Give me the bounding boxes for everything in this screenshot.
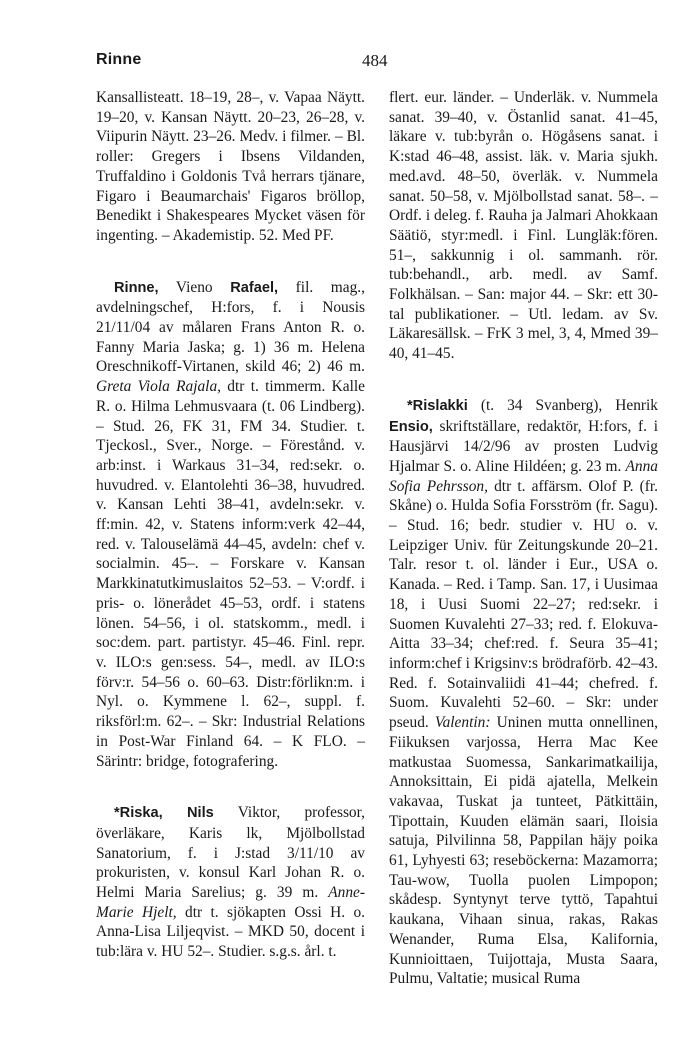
- entry-text: Vieno: [158, 278, 231, 296]
- entry-call-name: Nils: [186, 805, 214, 822]
- entry-riska-continued: [389, 88, 658, 364]
- entry-rislakki-ensio: [389, 396, 658, 989]
- entry-pseudonym: Valentin:: [434, 714, 491, 732]
- entry-text: Uninen mutta onnellinen, Fiikuksen varjossa, Herra Mac Kee matkustaa Suomessa, Sankarimatkailija, Annoksittain, Ei pidä ajatella, Melkein vakavaa, Tuskat ja tunteet, Pätkittäin, Tipottain, Kuuden elämän saari, Iloisia satuja, Pilvilinna 58, Pappilan häjy poika 61, Lyhyesti 63; reseböckerna: Mazamorra; Tau-wow, Tuolla puolen Limpopon; skådesp. Syntynyt terve tyttö, Tapahtui kaukana, Vihaan sinua, rakas, Rakas Wenander, Ruma Elsa, Kalifornia, Kunnioittaen, Tuijottaja, Musta Saara, Pulmu, Valtatie; musical Ruma: [389, 714, 659, 988]
- entry-text: flert. eur. länder. – Underläk. v. Nummela sanat. 39–40, v. Östanlid sanat. 41–45, läkare v. tub:byrån o. Högåsens sanat. i K:stad 46–48, assist. läk. v. Maria sjukh. med.avd. 48–50, överläk. v. Nummela sanat. 50–58, v. Mjölbollstad sanat. 58–. – Ordf. i deleg. f. Rauha ja Jalmari Ahokkaan Säätiö, styr:medl. i Finl. Lungläk:fören. 51–, sakkunnig i ol. sammanh. rör. tub:behandl., arb. medl. av Samf. Folkhälsan. – San: major 44. – Skr: ett 30-tal publikationer. – Utl. ledam. av Sv. Läkaresällsk. – FrK 3 mel, 3, 4, Mmed 39–40, 41–45.: [389, 89, 658, 363]
- entry-text: (t. 34 Svanberg), Henrik: [467, 396, 658, 414]
- entry-text: dtr t. sjökapten Ossi H. o. Anna-Lisa Liljeqvist. – MKD 50, docent i tub:lära v. HU 52–. Studier. s.g.s. årl. t.: [96, 903, 365, 961]
- entry-spouse-name: Anna Sofia Pehrsson,: [389, 457, 658, 495]
- page-header: [96, 51, 616, 81]
- entry-text: dtr t. affärsm. Olof P. (fr. Skåne) o. Hulda Sofia Forsström (fr. Sagu). – Stud. 16; bedr. studier v. HU o. v. Leipziger Univ. für Zeitungskunde 20–21. Talr. resor t. ol. länder i Eur., USA o. Kanada. – Red. i Tamp. San. 17, i Uusimaa 18, i Uusi Suomi 22–27; red:sekr. i Suomen Kuvalehti 27–33; red. f. Elokuva-Aitta 33–34; chef:red. f. Seura 35–41; inform:chef i Krigsinv:s brödraförb. 42–43. Red. f. Sotainvaliidi 41–44; chefred. f. Suom. Kuvalehti 52–60. – Skr: under pseud.: [389, 477, 658, 732]
- entry-headword: *Riska,: [114, 805, 163, 822]
- entry-text: skriftställare, redaktör, H:fors, f. i Hausjärvi 14/2/96 av prosten Ludvig Hjalmar S. o. Aline Hildéen; g. 23 m.: [389, 417, 658, 475]
- entry-text: Kansallisteatt. 18–19, 28–, v. Vapaa Näytt. 19–20, v. Kansan Näytt. 20–23, 26–28, v. Viipurin Näytt. 23–26. Medv. i filmer. – Bl. roller: Gregers i Ibsens Vildanden, Truffaldino i Goldonis Två herrars tjänare, Figaro i Beaumarchais' Figaros bröllop, Benedikt i Shakespeares Mycket väsen för ingenting. – Akademistip. 52. Med PF.: [96, 89, 365, 244]
- entry-rinne-continued: [96, 88, 365, 246]
- entry-text: Viktor, professor, överläkare, Karis lk, Mjölbollstad Sanatorium, f. i J:stad 3/11/10 av prokuristen, v. konsul Karl Johan R. o. Helmi Maria Sarelius; g. 39 m.: [96, 804, 365, 902]
- entry-riska-nils: [96, 803, 365, 962]
- entry-spouse-name: Anne-Marie Hjelt,: [96, 884, 365, 921]
- entry-call-name: Rafael,: [230, 279, 279, 296]
- running-head: Rinne: [96, 51, 142, 68]
- entry-headword: Rinne,: [114, 279, 159, 296]
- page-number: 484: [362, 51, 388, 70]
- entry-call-name: Ensio,: [389, 418, 433, 435]
- entry-rinne-vieno-rafael: [96, 278, 365, 772]
- entry-headword: *Rislakki: [407, 397, 468, 414]
- entry-spouse-name: Greta Viola Rajala,: [96, 378, 222, 396]
- entry-text: fil. mag., avdelningschef, H:fors, f. i Nousis 21/11/04 av målaren Frans Anton R. o. Fanny Maria Jaska; g. 1) 36 m. Helena Oreschnikoff-Virtanen, skild 46; 2) 46 m.: [96, 278, 365, 376]
- entry-text: dtr t. timmerm. Kalle R. o. Hilma Lehmusvaara (t. 06 Lindberg). – Stud. 26, FK 31, FM 34. Studier. t. Tjeckosl., Sver., Norge. – Förestånd. v. arb:inst. i Warkaus 31–34, red:sekr. o. huvudred. v. Elantolehti 36–38, huvudred. v. Kansan Lehti 38–41, avdeln:sekr. v. ff:min. 42, v. Statens inform:verk 42–44, red. v. Talouselämä 44–45, avdeln: chef v. socialmin. 45–. – Forskare v. Kansan Markkinatutkimuslaitos 52–53. – V:ordf. i pris- o. lönerådet 45–53, ordf. i statens lönen. 54–56, i ol. statskomm., medl. i soc:dem. part. partistyr. 45–46. Finl. repr. v. ILO:s gen:sess. 54–, medl. av ILO:s förv:r. 54–56 o. 60–63. Distr:förlikn:m. i Nyl. o. Kymmene l. 62–, suppl. f. riksförl:m. 62–. – Skr: Industrial Relations in Post-War Finland 64. – K FLO. – Särintr: bridge, fotografering.: [96, 378, 365, 770]
- left-column: [96, 88, 365, 994]
- right-column: [389, 88, 658, 1021]
